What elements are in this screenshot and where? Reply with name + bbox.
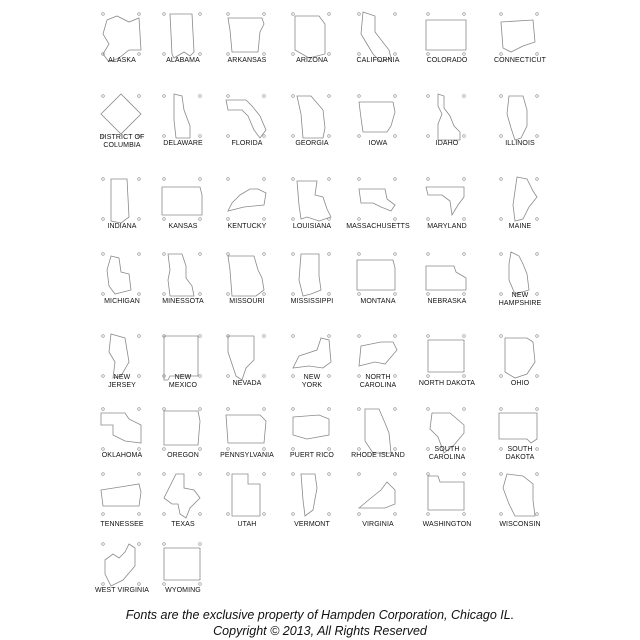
state-label: UTAH: [237, 521, 257, 528]
state-outline-vermont: [289, 470, 335, 522]
state-label: SOUTH CAROLINA: [428, 446, 466, 461]
state-outline-mississippi: [289, 250, 335, 302]
state-label: KANSAS: [168, 223, 198, 230]
state-outline-nevada: [224, 332, 270, 384]
state-outline-tennessee: [99, 470, 145, 522]
state-label: RHODE ISLAND: [351, 452, 405, 459]
state-label: NEVADA: [232, 380, 262, 387]
state-cell-colorado: [407, 10, 487, 100]
state-label: WYOMING: [165, 587, 201, 594]
state-outline-montana: [355, 250, 401, 302]
state-label: ILLINOIS: [505, 140, 535, 147]
state-label: ALABAMA: [166, 57, 200, 64]
state-outline-utah: [224, 470, 270, 522]
state-label: SOUTH DAKOTA: [505, 446, 535, 461]
state-outline-oklahoma: [99, 405, 145, 457]
state-label: NORTH CAROLINA: [359, 374, 397, 389]
state-cell-virginia: [338, 470, 418, 560]
state-outline-virginia: [355, 470, 401, 522]
state-label: VERMONT: [294, 521, 330, 528]
state-outline-nebraska: [424, 250, 470, 302]
state-outline-iowa: [355, 92, 401, 144]
state-outline-texas: [160, 470, 206, 522]
state-cell-montana: [338, 250, 418, 340]
state-cell-illinois: [480, 92, 560, 182]
state-label: ARKANSAS: [227, 57, 267, 64]
state-outline-west-virginia: [99, 540, 145, 592]
state-label: OKLAHOMA: [101, 452, 143, 459]
state-label: NEW HAMPSHIRE: [498, 292, 542, 307]
state-outline-indiana: [99, 175, 145, 227]
state-label: WISCONSIN: [499, 521, 541, 528]
state-label: MONTANA: [360, 298, 396, 305]
state-label: IDAHO: [435, 140, 459, 147]
state-label: LOUISIANA: [292, 223, 332, 230]
state-label: GEORGIA: [295, 140, 329, 147]
state-outline-pennsylvania: [224, 405, 270, 457]
state-outline-missouri: [224, 250, 270, 302]
state-outline-ohio: [497, 332, 543, 384]
state-cell-connecticut: [480, 10, 560, 100]
state-label: PENNSYLVANIA: [220, 452, 274, 459]
state-outline-arizona: [289, 10, 335, 62]
state-outline-connecticut: [497, 10, 543, 62]
state-label: ALASKA: [108, 57, 136, 64]
state-outline-rhode-island: [355, 405, 401, 457]
state-label: NEW YORK: [301, 374, 323, 389]
state-label: OREGON: [167, 452, 199, 459]
state-cell-washington: [407, 470, 487, 560]
state-label: MINESSOTA: [162, 298, 204, 305]
copyright-notice-line-1: Fonts are the exclusive property of Hampden Corporation, Chicago IL.: [125, 608, 515, 622]
state-outline-north-dakota: [424, 332, 470, 384]
state-label: INDIANA: [107, 223, 137, 230]
state-outline-massachusetts: [355, 175, 401, 227]
state-label: IOWA: [368, 140, 388, 147]
state-label: NEBRASKA: [427, 298, 467, 305]
state-label: OHIO: [510, 380, 530, 387]
state-label: KENTUCKY: [227, 223, 267, 230]
state-outline-kentucky: [224, 175, 270, 227]
state-outline-arkansas: [224, 10, 270, 62]
state-outline-minessota: [160, 250, 206, 302]
state-label: MISSISSIPPI: [290, 298, 334, 305]
state-outline-colorado: [424, 10, 470, 62]
state-outline-washington: [424, 470, 470, 522]
state-label: TENNESSEE: [100, 521, 144, 528]
state-label: VIRGINIA: [362, 521, 394, 528]
state-label: WASHINGTON: [422, 521, 472, 528]
state-cell-iowa: [338, 92, 418, 182]
state-outline-wyoming: [160, 540, 206, 592]
state-outline-puert-rico: [289, 405, 335, 457]
state-outline-oregon: [160, 405, 206, 457]
state-outline-idaho: [424, 92, 470, 144]
state-outline-maryland: [424, 175, 470, 227]
state-label: PUERT RICO: [290, 452, 334, 459]
state-label: NEW MEXICO: [168, 374, 198, 389]
state-label: MAINE: [508, 223, 532, 230]
state-outline-maine: [497, 175, 543, 227]
state-label: MICHIGAN: [104, 298, 140, 305]
state-label: TEXAS: [171, 521, 195, 528]
state-cell-nebraska: [407, 250, 487, 340]
copyright-notice-line-2: Copyright © 2013, All Rights Reserved: [213, 624, 427, 638]
state-cell-california: [338, 10, 418, 100]
state-outline-florida: [224, 92, 270, 144]
state-label: MISSOURI: [229, 298, 265, 305]
state-outline-alabama: [160, 10, 206, 62]
state-cell-idaho: [407, 92, 487, 182]
state-label: NEW JERSEY: [108, 374, 136, 389]
state-label: MASSACHUSETTS: [346, 223, 410, 230]
state-cell-wisconsin: [480, 470, 560, 560]
state-label: DISTRICT OF COLUMBIA: [99, 134, 145, 149]
state-label: MARYLAND: [427, 223, 467, 230]
state-cell-new-hampshire: [480, 250, 560, 340]
state-outline-illinois: [497, 92, 543, 144]
state-outline-california: [355, 10, 401, 62]
state-outline-kansas: [160, 175, 206, 227]
state-outline-louisiana: [289, 175, 335, 227]
state-label: FLORIDA: [231, 140, 263, 147]
state-label: COLORADO: [426, 57, 468, 64]
state-label: NORTH DAKOTA: [418, 380, 476, 387]
state-label: CONNECTICUT: [493, 57, 547, 64]
state-outline-georgia: [289, 92, 335, 144]
state-label: ARIZONA: [296, 57, 328, 64]
state-label: WEST VIRGINIA: [94, 587, 150, 594]
state-outline-alaska: [99, 10, 145, 62]
state-label: DELAWARE: [163, 140, 203, 147]
state-outline-delaware: [160, 92, 206, 144]
state-outline-wisconsin: [497, 470, 543, 522]
state-label: CALIFORNIA: [356, 57, 400, 64]
state-outline-michigan: [99, 250, 145, 302]
